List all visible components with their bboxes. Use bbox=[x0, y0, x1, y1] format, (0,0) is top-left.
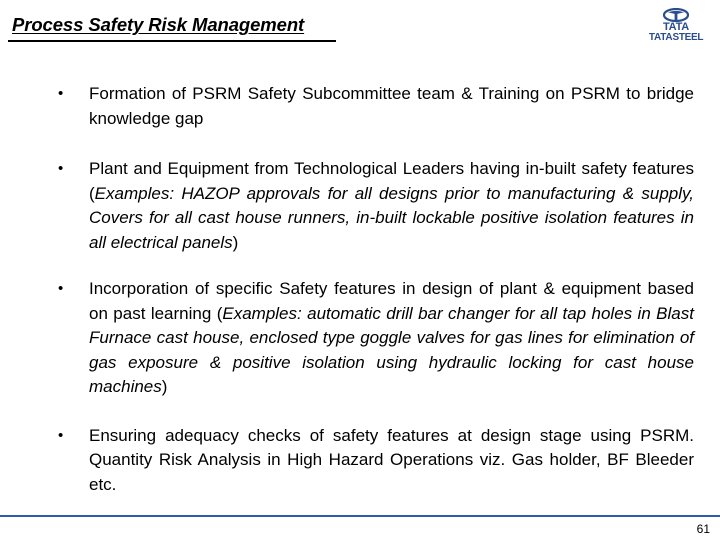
title-underline bbox=[8, 40, 336, 42]
bullet-text-tail: ) bbox=[161, 377, 168, 396]
bullet-dot: • bbox=[58, 160, 64, 177]
page-number: 61 bbox=[696, 522, 710, 536]
bullet-text: Formation of PSRM Safety Subcommittee team & Training on PSRM to bridge knowledge gap bbox=[89, 84, 694, 128]
bullet-text-examples: Examples: automatic drill bar changer for all tap holes in Blast Furnace cast house, enclosed type goggle valves for gas lines for elimination of gas exposure & positive isolation using hydraulic locking for cast house machines bbox=[89, 303, 694, 396]
bullet-text-examples: Examples: HAZOP approvals for all designs prior to manufacturing & supply, Covers for all cast house runners, in-built lockable positive isolation features in all electrical panels bbox=[89, 183, 694, 252]
bullet-dot: • bbox=[58, 426, 64, 444]
logo-text-tata: TATA bbox=[662, 21, 690, 33]
bullet-text: Ensuring adequacy checks of safety features at design stage using PSRM. Quantity Risk Analysis in High Hazard Operations viz. Gas holder, BF Bleeder etc. bbox=[89, 425, 694, 494]
bullet-item bbox=[58, 82, 694, 131]
footer-divider bbox=[0, 515, 720, 517]
bullet-item bbox=[58, 424, 694, 498]
bullet-list bbox=[58, 82, 694, 497]
logo-text-tata-2: TATA bbox=[648, 32, 673, 43]
bullet-text-lead: Plant and Equipment from Technological Leaders having in-built safety features ( bbox=[89, 159, 694, 203]
slide-title: Process Safety Risk Management bbox=[12, 14, 305, 35]
bullet-dot: • bbox=[58, 85, 64, 102]
bullet-dot: • bbox=[58, 280, 64, 297]
tata-emblem-icon bbox=[663, 8, 689, 22]
bullet-text-lead: Incorporation of specific Safety features in design of plant & equipment based on past learning ( bbox=[89, 279, 694, 323]
bullet-item bbox=[58, 157, 694, 255]
logo-text-tata-steel bbox=[642, 33, 710, 43]
bullet-text-tail: ) bbox=[232, 232, 239, 252]
bullet-item bbox=[58, 277, 694, 400]
logo-text-steel: STEEL bbox=[672, 32, 704, 43]
tata-steel-logo bbox=[642, 8, 710, 52]
